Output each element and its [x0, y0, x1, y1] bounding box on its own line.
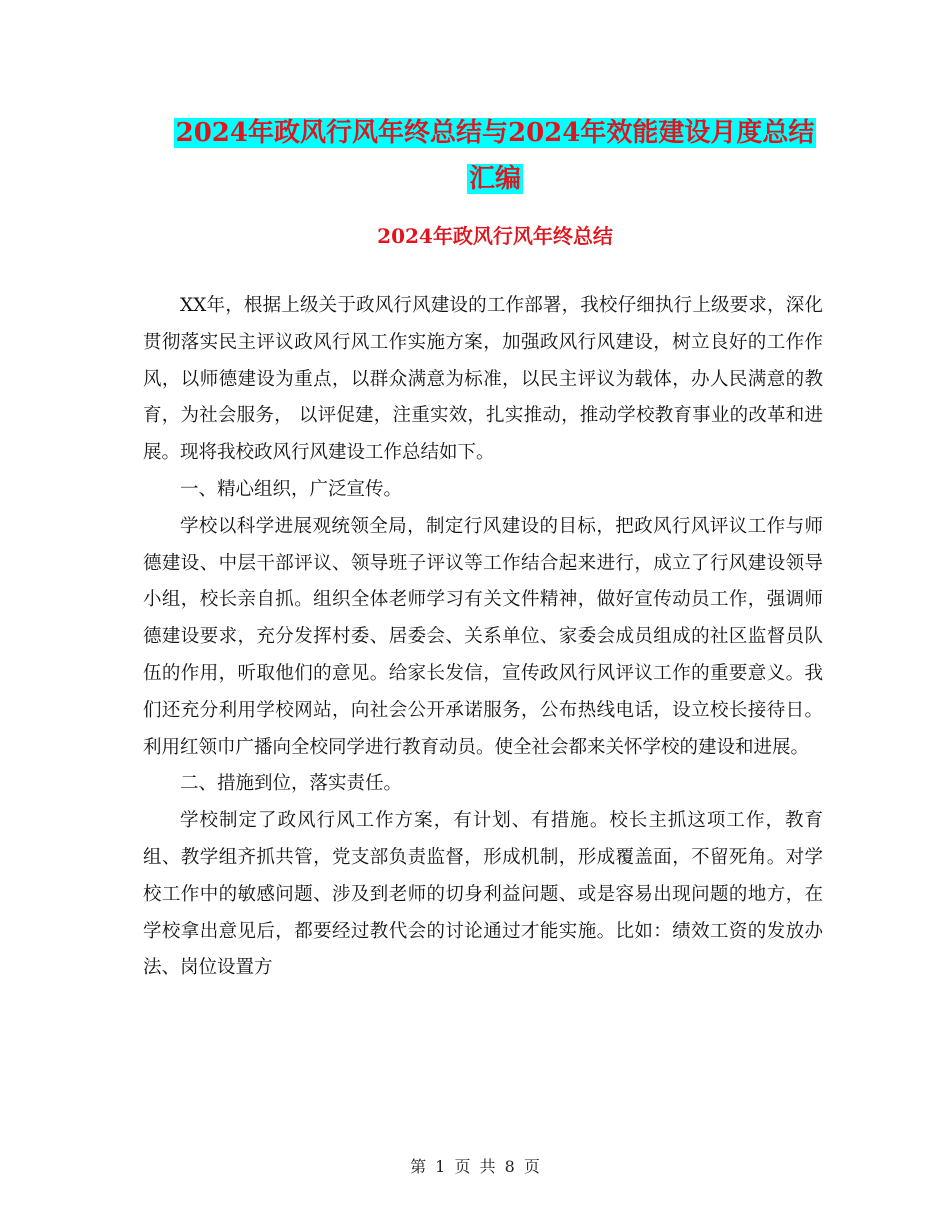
section-title: 2024年政风行风年终总结 [377, 224, 613, 248]
title-line-1: 2024年政风行风年终总结与2024年效能建设月度总结 [175, 118, 815, 148]
title-line-2: 汇编 [468, 164, 521, 194]
paragraph-one: 学校以科学进展观统领全局，制定行风建设的目标，把政风行风评议工作与师德建设、中层干部评议、领导班子评议等工作结合起来进行，成立了行风建设领导小组，校长亲自抓。组织全体老师学习有关文件精神，做好宣传动员工作，强调师德建设要求，充分发挥村委、居委会、关系单位、家委会成员组成的社区监督员队伍的作用，听取他们的意见。给家长发信，宣传政风行风评议工作的重要意义。我们还充分利用学校网站，向社会公开承诺服务，公布热线电话，设立校长接待日。利用红领巾广播向全校同学进行教育动员。使全社会都来关怀学校的建设和进展。 [143, 515, 823, 758]
heading-two: 二、措施到位，落实责任。 [180, 773, 403, 795]
document-title [140, 110, 850, 202]
document-body [143, 288, 823, 987]
paragraph-intro: XX年，根据上级关于政风行风建设的工作部署，我校仔细执行上级要求，深化贯彻落实民主评议政风行风工作实施方案，加强政风行风建设，树立良好的工作作风，以师德建设为重点，以群众满意为标准，以民主评议为载体，办人民满意的教育，为社会服务， 以评促建，注重实效，扎实推动，推动学校教育事业的改革和进展。现将我校政风行风建设工作总结如下。 [143, 295, 823, 464]
paragraph-two: 学校制定了政风行风工作方案，有计划、有措施。校长主抓这项工作，教育组、教学组齐抓共管，党支部负责监督，形成机制，形成覆盖面，不留死角。对学校工作中的敏感问题、涉及到老师的切身利益问题、或是容易出现问题的地方，在学校拿出意见后，都要经过教代会的讨论通过才能实施。比如：绩效工资的发放办法、岗位设置方 [143, 810, 823, 979]
heading-one: 一、精心组织，广泛宣传。 [180, 478, 403, 500]
page-footer: 第 1 页 共 8 页 [410, 1157, 540, 1176]
